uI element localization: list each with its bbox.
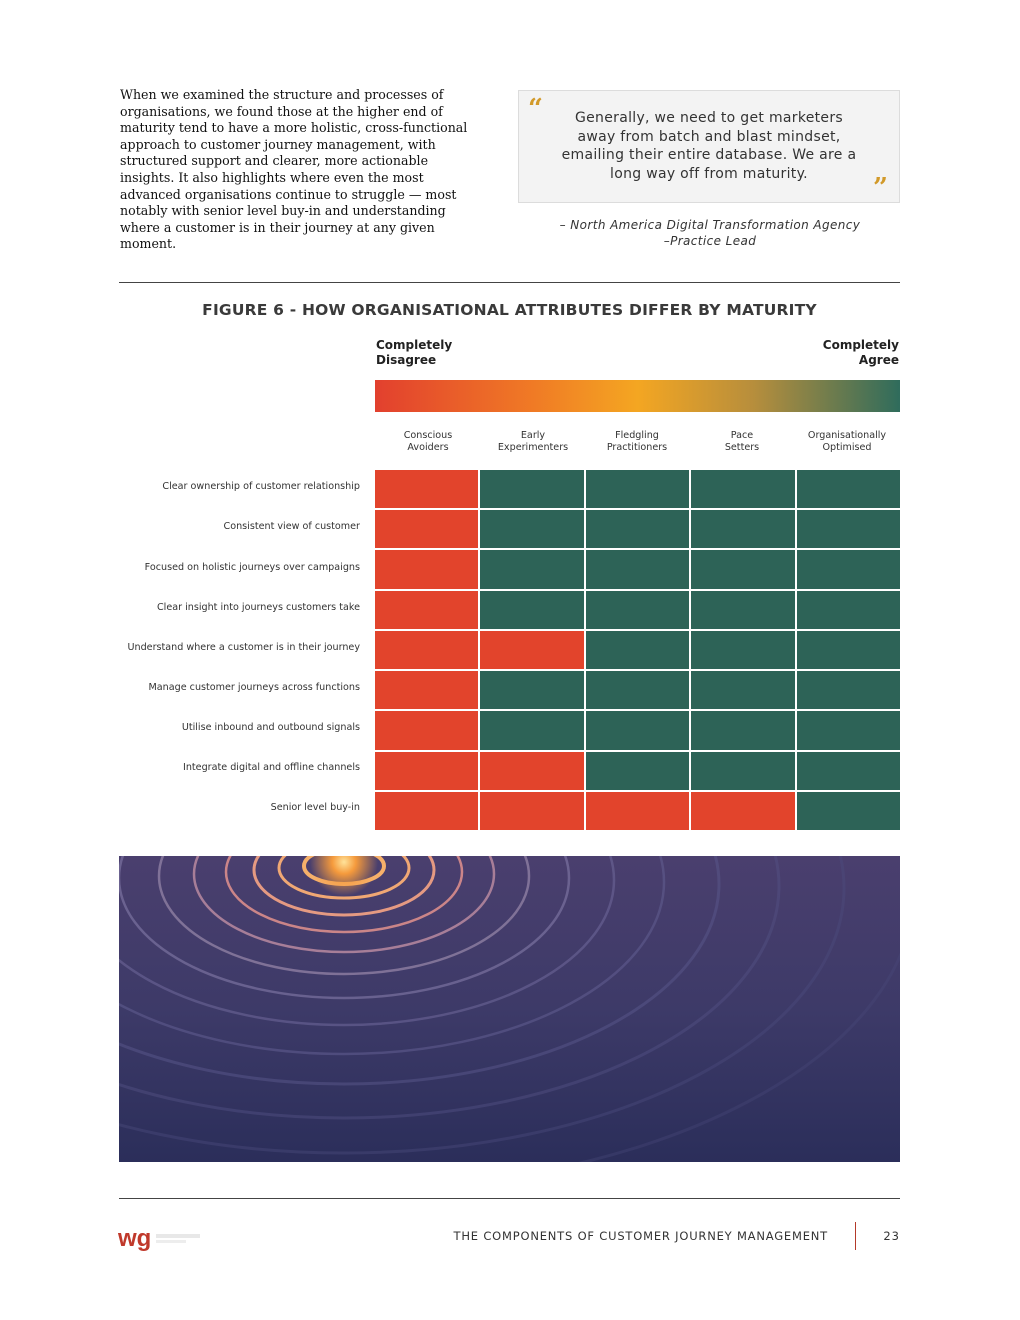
footer-document-title: THE COMPONENTS OF CUSTOMER JOURNEY MANAGEMENT <box>453 1229 828 1243</box>
company-logo <box>118 1224 208 1256</box>
heatmap-cell-r2-c3-agree <box>586 510 689 548</box>
heatmap-cell-r8-c1-disagree <box>375 752 478 790</box>
heatmap-cell-r7-c1-disagree <box>375 711 478 749</box>
heatmap-cell-r7-c3-agree <box>586 711 689 749</box>
column-header-line: Conscious <box>403 430 453 441</box>
heatmap-cell-r1-c4-agree <box>691 470 794 508</box>
row-label: Clear ownership of customer relationship <box>162 481 360 492</box>
row-label: Consistent view of customer <box>223 521 360 532</box>
column-header-line: Early <box>520 430 546 441</box>
heatmap-cell-r5-c5-agree <box>797 631 900 669</box>
row-label: Manage customer journeys across functions <box>148 682 360 693</box>
heatmap-cell-r1-c5-agree <box>797 470 900 508</box>
heatmap-cell-r5-c4-agree <box>691 631 794 669</box>
column-header-line: Practitioners <box>606 442 668 453</box>
heatmap-cell-r8-c3-agree <box>586 752 689 790</box>
column-header <box>690 430 794 454</box>
heatmap-cell-r9-c2-disagree <box>480 792 583 830</box>
open-quote-mark: “ <box>528 94 543 124</box>
heatmap-cell-r6-c1-disagree <box>375 671 478 709</box>
row-label: Senior level buy-in <box>270 802 360 813</box>
quote-attribution <box>540 217 880 249</box>
attribution-line-1: – North America Digital Transformation Agency <box>559 218 861 232</box>
column-header <box>376 430 480 454</box>
heatmap-cell-r3-c4-agree <box>691 550 794 588</box>
attribution-line-2: –Practice Lead <box>663 234 757 248</box>
heatmap-cell-r4-c1-disagree <box>375 591 478 629</box>
heatmap-cell-r3-c2-agree <box>480 550 583 588</box>
maturity-heatmap <box>375 470 900 830</box>
svg-text:wg: wg <box>118 1225 152 1252</box>
heatmap-cell-r9-c3-disagree <box>586 792 689 830</box>
scale-right-line-2: Agree <box>858 353 899 367</box>
heatmap-cell-r9-c5-agree <box>797 792 900 830</box>
heatmap-cell-r9-c4-disagree <box>691 792 794 830</box>
swirl-light-photo <box>119 856 900 1162</box>
scale-left-line-2: Disagree <box>376 353 437 367</box>
column-header-line: Optimised <box>822 442 872 453</box>
heatmap-cell-r6-c4-agree <box>691 671 794 709</box>
heatmap-cell-r8-c2-disagree <box>480 752 583 790</box>
row-label: Understand where a customer is in their journey <box>127 642 360 653</box>
scale-right-line-1: Completely <box>822 338 899 352</box>
heatmap-cell-r3-c1-disagree <box>375 550 478 588</box>
heatmap-cell-r8-c4-agree <box>691 752 794 790</box>
scale-left-line-1: Completely <box>376 338 453 352</box>
figure-title: FIGURE 6 - HOW ORGANISATIONAL ATTRIBUTES DIFFER BY MATURITY <box>202 301 817 319</box>
column-header <box>795 430 899 454</box>
footer-separator <box>855 1222 856 1250</box>
heatmap-cell-r4-c4-agree <box>691 591 794 629</box>
row-label: Focused on holistic journeys over campaigns <box>144 562 360 573</box>
heatmap-cell-r6-c3-agree <box>586 671 689 709</box>
heatmap-cell-r6-c5-agree <box>797 671 900 709</box>
scale-label-agree <box>823 338 899 368</box>
column-header-line: Pace <box>730 430 754 441</box>
section-divider <box>119 282 900 283</box>
heatmap-cell-r5-c3-agree <box>586 631 689 669</box>
heatmap-cell-r4-c3-agree <box>586 591 689 629</box>
heatmap-cell-r2-c1-disagree <box>375 510 478 548</box>
heatmap-cell-r5-c1-disagree <box>375 631 478 669</box>
row-label: Utilise inbound and outbound signals <box>181 722 360 733</box>
footer-divider <box>119 1198 900 1199</box>
heatmap-cell-r3-c5-agree <box>797 550 900 588</box>
heatmap-cell-r8-c5-agree <box>797 752 900 790</box>
heatmap-cell-r1-c1-disagree <box>375 470 478 508</box>
column-header-line: Experimenters <box>497 442 569 453</box>
pull-quote-text: Generally, we need to get marketers away from batch and blast mindset, emailing their entire database. We are a long way off from maturity. <box>561 110 857 182</box>
heatmap-cell-r9-c1-disagree <box>375 792 478 830</box>
scale-label-disagree <box>376 338 452 368</box>
agreement-gradient-bar <box>375 380 900 412</box>
intro-paragraph: When we examined the structure and processes of organisations, we found those at the higher end of maturity tend to have a more holistic, cross-functional approach to customer journey management, with structured support and clearer, more actionable insights. It also highlights where even the most advanced organisations continue to struggle — most notably with senior level buy-in and understanding where a customer is in their journey at any given moment. <box>120 87 468 252</box>
column-header-line: Organisationally <box>807 430 887 441</box>
heatmap-cell-r7-c4-agree <box>691 711 794 749</box>
close-quote-mark: ” <box>873 173 888 203</box>
heatmap-cell-r7-c5-agree <box>797 711 900 749</box>
row-label: Integrate digital and offline channels <box>183 762 360 773</box>
heatmap-cell-r7-c2-agree <box>480 711 583 749</box>
column-header-line: Fledgling <box>615 430 659 441</box>
heatmap-cell-r2-c2-agree <box>480 510 583 548</box>
heatmap-cell-r6-c2-agree <box>480 671 583 709</box>
heatmap-cell-r5-c2-disagree <box>480 631 583 669</box>
heatmap-cell-r2-c5-agree <box>797 510 900 548</box>
row-label: Clear insight into journeys customers take <box>156 602 360 613</box>
column-header-line: Setters <box>724 442 760 453</box>
heatmap-cell-r2-c4-agree <box>691 510 794 548</box>
heatmap-cell-r4-c5-agree <box>797 591 900 629</box>
column-header-line: Avoiders <box>407 442 449 453</box>
column-header <box>585 430 689 454</box>
heatmap-cell-r1-c2-agree <box>480 470 583 508</box>
heatmap-cell-r4-c2-agree <box>480 591 583 629</box>
page-number: 23 <box>883 1229 900 1243</box>
heatmap-cell-r1-c3-agree <box>586 470 689 508</box>
heatmap-cell-r3-c3-agree <box>586 550 689 588</box>
column-header <box>481 430 585 454</box>
